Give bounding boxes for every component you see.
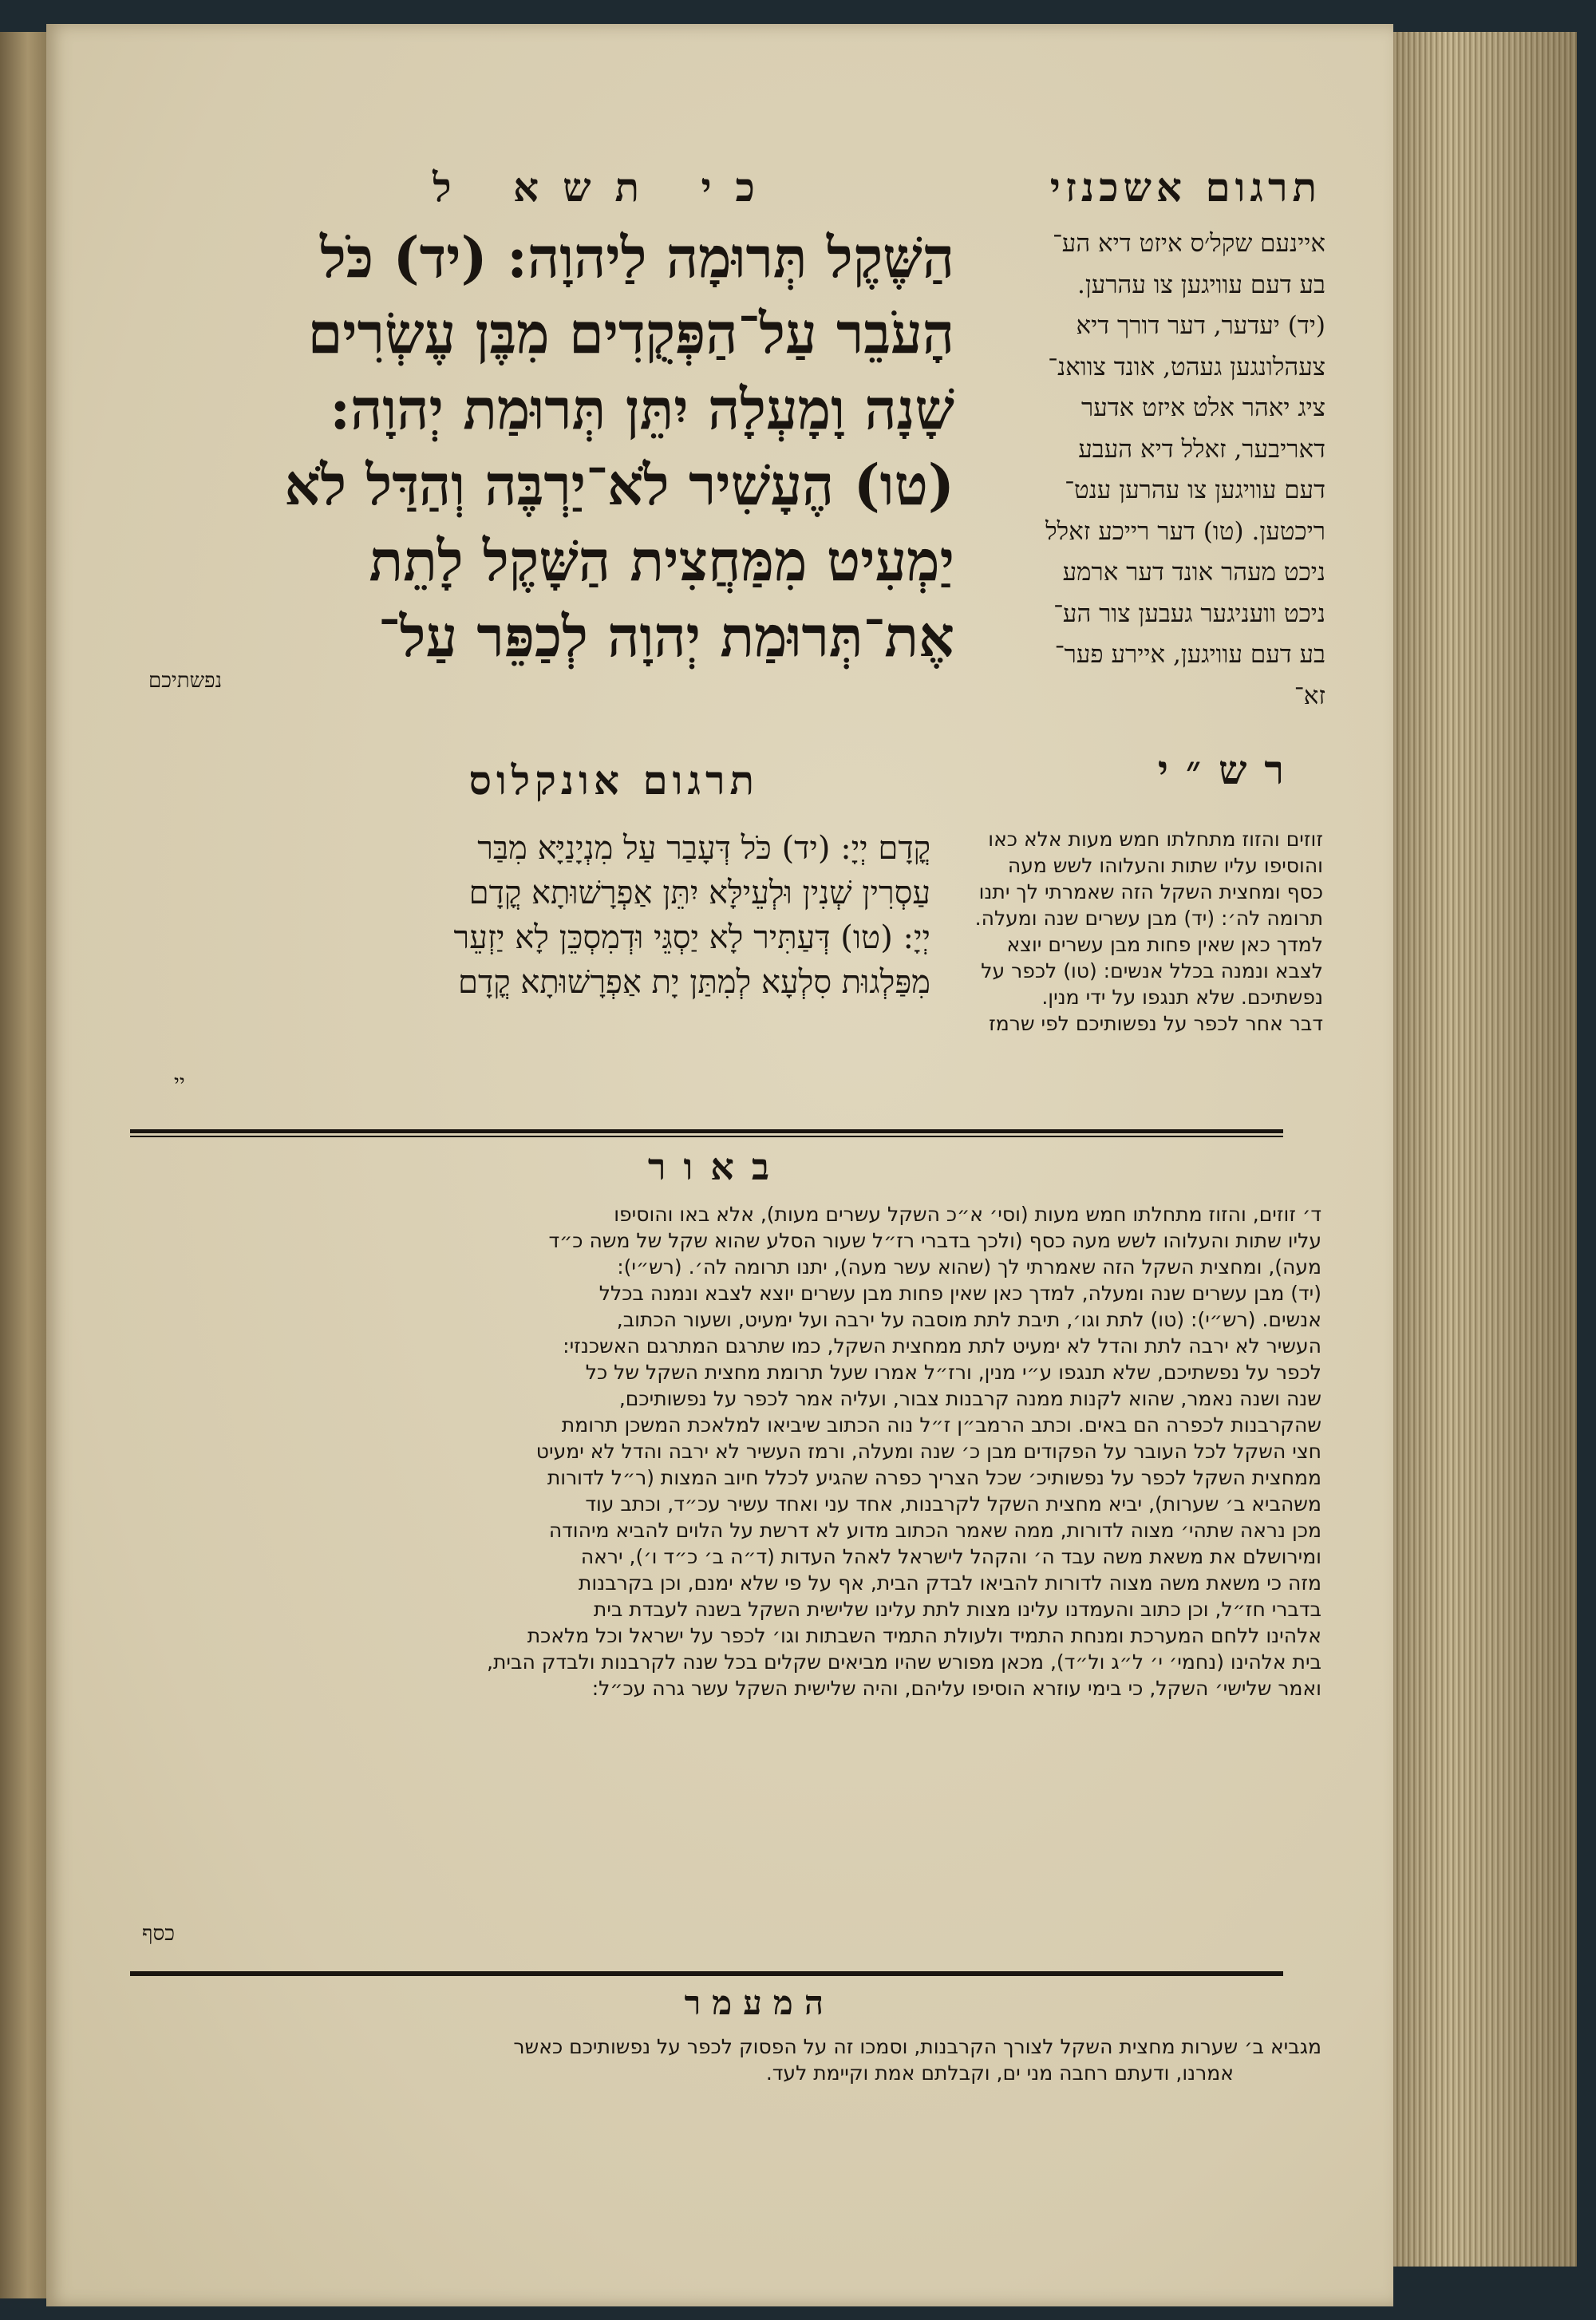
rashi-line: והוסיפו עליו שתות והעלוהו לשש מעה <box>1007 854 1323 877</box>
targum-ashkenazi-line: (יד) יעדער, דער דורך דיא <box>1076 311 1325 340</box>
hameamer-line: מגביא ב׳ שערות מחצית השקל לצורך הקרבנות, וסמכו זה על הפסוק לכפר על נפשותיכם כאשר <box>513 2035 1321 2058</box>
rashi-line: תרומה לה׳: (יד) מבן עשרים שנה ומעלה. <box>974 907 1323 930</box>
targum-ashkenazi-line: ניכט מעהר אונד דער ארמע <box>1062 558 1325 587</box>
biur-line: ממחצית השקל לכפר על נפשותיכ׳ שכל הצריך כפרה שהגיע לכלל חיוב המצות (ר״ל לדורות <box>547 1466 1321 1489</box>
biur-catchword: כסף <box>142 1922 175 1946</box>
biur-line: מכן נראה שתהי׳ מצוה לדורות, ממה שאמר הכתוב מדוע לא דרשת על הלוים להביא מיהודה <box>548 1519 1321 1542</box>
page-stack-shade <box>1393 32 1577 2267</box>
targum-ashkenazi-column <box>974 223 1325 717</box>
hameamer-block <box>140 2033 1321 2086</box>
biur-line: אנשים. (רש״י): (טו) לתת וגו׳, תיבת לתת מוסבה על ירבה ועל ימעיט, ושעור הכתוב, <box>616 1308 1321 1331</box>
biur-title: באור <box>647 1145 787 1188</box>
scripture-line: הָעֹבֵר עַל־הַפְּקֻדִים מִבֶּן עֶשְׂרִים <box>307 300 954 366</box>
biur-line: עליו שתות והעלוהו לשש מעה כסף (ולכך בדברי רז״ל שעור הסלע שהוא שקל של משה כ״ד <box>548 1229 1321 1252</box>
running-head-left: כי תשא ל <box>433 164 779 211</box>
targum-ashkenazi-line: בע דעם עוויגען צו עהרען. <box>1077 270 1325 299</box>
section-rule-thin <box>130 1136 1283 1137</box>
biur-line: בית אלהינו (נחמי׳ י׳ ל״ג ול״ד), מכאן מפורש שהיו מביאים שקלים בכל שנה לקרבנות ולבדק הבית, <box>487 1650 1321 1674</box>
onkelos-line: מִפַּלְגוּת סִלְעָא לְמִתַּן יָת אַפְרָשׁוּתָא קֳדָם <box>458 964 930 1001</box>
rashi-title: רש״י <box>1157 746 1302 793</box>
section-rule <box>130 1129 1283 1133</box>
targum-ashkenazi-line: דאריבער, זאלל דיא העבע <box>1078 434 1325 464</box>
targum-ashkenazi-line: צעהלונגען געהט, אונד צוואנ־ <box>1048 352 1325 381</box>
biur-line: מעה), ומחצית השקל הזה שאמרתי לך (שהוא עשר מעה), יתנו תרומה לה׳. (רש״י): <box>617 1255 1321 1279</box>
onkelos-title: תרגום אונקלוס <box>468 757 759 804</box>
targum-ashkenazi-line: ריכטען. (טו) דער רייכע זאלל <box>1045 516 1325 546</box>
rashi-line: זוזים והזוז מתחלתו חמש מעות אלא כאו <box>988 828 1323 851</box>
rashi-line: דבר אחר לכפר על נפשותיכם לפי שרמז <box>989 1012 1323 1035</box>
targum-ashkenazi-line: ציג יאהר אלט איזט אדער <box>1080 393 1325 422</box>
onkelos-line: קֳדָם יְיָ: (יד) כֹּל דְּעָבַר עַל מִנְיָנַיָּא מִבַּר <box>477 830 930 867</box>
scripture-catchword: נפשתיכם <box>148 669 223 693</box>
book-page <box>46 24 1393 2306</box>
scripture-line: שָׁנָה וָמָעְלָה יִתֵּן תְּרוּמַת יְהוָה: <box>330 376 954 442</box>
scripture-line: יַמְעִיט מִמַּחֲצִית הַשָּׁקֶל לָתֵת <box>369 528 954 594</box>
targum-ashkenazi-line: בע דעם עוויגען, איירע פער־ <box>1054 640 1325 669</box>
biur-line: העשיר לא ירבה לתת והדל לא ימעיט לתת ממחצית השקל, כמו שתרגם המתרגם האשכנזי: <box>563 1334 1321 1358</box>
biur-line: אלהינו ללחם המערכת ומנחת התמיד ולעולת התמיד השבתות וגו׳ לכפר על ישראל וכל מלאכת <box>527 1624 1321 1647</box>
scripture-line: (טו) הֶעָשִׁיר לֹא־יַרְבֶּה וְהַדַּל לֹא <box>284 452 954 518</box>
rashi-line: למדך כאן שאין פחות מבן עשרים יוצא <box>1006 933 1323 956</box>
rashi-line: כסף ומחצית השקל הזה שאמרתי לך יתנו <box>978 880 1323 903</box>
targum-ashkenazi-line: איינעם שקל׳ס איזט דיא הע־ <box>1052 229 1325 258</box>
section-rule <box>130 1971 1283 1976</box>
biur-line: משהביא ב׳ שערות), יביא מחצית השקל לקרבנות, אחד עני ואחד עשיר עכ״ד, וכתב עוד <box>585 1492 1321 1516</box>
hameamer-title: המעמר <box>684 1983 835 2022</box>
onkelos-block <box>148 826 930 1005</box>
targum-ashkenazi-line: דעם עוויגען צו עהרען ענט־ <box>1065 476 1325 504</box>
biur-line: מזה כי משאת משה מצוה לדורות להביאו לבדק הבית, אף על פי שלא ימנם, וכן בקרבנות <box>578 1571 1321 1595</box>
biur-line: ומירושלם את משאת משה עבד ה׳ והקהל לישראל לאהל העדות (ד״ה ב׳ כ״ד ו׳), יראה <box>580 1545 1321 1568</box>
scripture-line: הַשֶּׁקֶל תְּרוּמָה לַיהוָה: (יד) כֹּל <box>320 224 954 290</box>
biur-line: שנה ושנה נאמר, שהוא לקנות ממנה קרבנות צבור, ועליה אמר לכפר על נפשותיכם, <box>618 1387 1321 1410</box>
biur-line: ד׳ זוזים, והזוז מתחלתו חמש מעות (וסי׳ א״כ השקל עשרים מעות), אלא באו והוסיפו <box>614 1203 1321 1226</box>
biur-line: ואמר שלישי׳ השקל, כי בימי עוזרא הוסיפו עליהם, והיה שלישית השקל עשר גרה עכ״ל: <box>591 1677 1321 1700</box>
rashi-line: נפשתיכם. שלא תנגפו על ידי מנין. <box>1041 986 1323 1009</box>
running-head-right: תרגום אשכנזי <box>1049 164 1321 211</box>
biur-line: (יד) מבן עשרים שנה ומעלה, למדך כאן שאין פחות מבן עשרים יוצא לצבא ונמנה בכלל <box>598 1282 1321 1305</box>
onkelos-line: יְיָ: (טו) דְּעַתִּיר לָא יַסְגֵּי וּדְמִסְכֵּן לָא יַזְעֵר <box>453 919 930 956</box>
onkelos-catchword: יי <box>174 1071 185 1095</box>
onkelos-line: עַסְרִין שְׁנִין וּלְעֵילָּא יִתֵּן אַפְרָשׁוּתָא קֳדָם <box>468 875 930 911</box>
scripture-line: אֶת־תְּרוּמַת יְהוָה לְכַפֵּר עַל־ <box>377 603 954 670</box>
targum-ashkenazi-line: ניכט וועניגער געבען צור הע־ <box>1053 599 1325 628</box>
biur-line: לכפר על נפשתיכם, שלא תנגפו ע״י מנין, ורז״ל אמרו שעל תרומת מחצית השקל של כל <box>585 1361 1321 1384</box>
biur-block <box>140 1201 1321 1701</box>
targum-ashkenazi-line: זא־ <box>1294 681 1325 710</box>
rashi-column <box>860 826 1323 1037</box>
scripture-block <box>148 219 954 674</box>
rashi-line: לצבא ונמנה בכלל אנשים: (טו) לכפר על <box>981 959 1323 982</box>
biur-line: שהקרבנות לכפרה הם באים. וכתב הרמב״ן ז״ל נוה הכתוב שיביאו למלאכת המשכן תרומת <box>561 1413 1321 1437</box>
biur-line: בדברי חז״ל, וכן כתוב והעמדנו עלינו מצות לתת עלינו שלישית השקל בשנה לעבדת בית <box>593 1598 1321 1621</box>
hameamer-line: אמרנו, ודעתם רחבה מני ים, וקבלתם אמת וקיימת לעד. <box>765 2061 1234 2085</box>
biur-line: חצי השקל לכל העובר על הפקודים מבן כ׳ שנה ומעלה, ורמז העשיר לא ירבה והדל לא ימעיט <box>535 1440 1321 1463</box>
left-page-edge <box>0 32 46 2298</box>
